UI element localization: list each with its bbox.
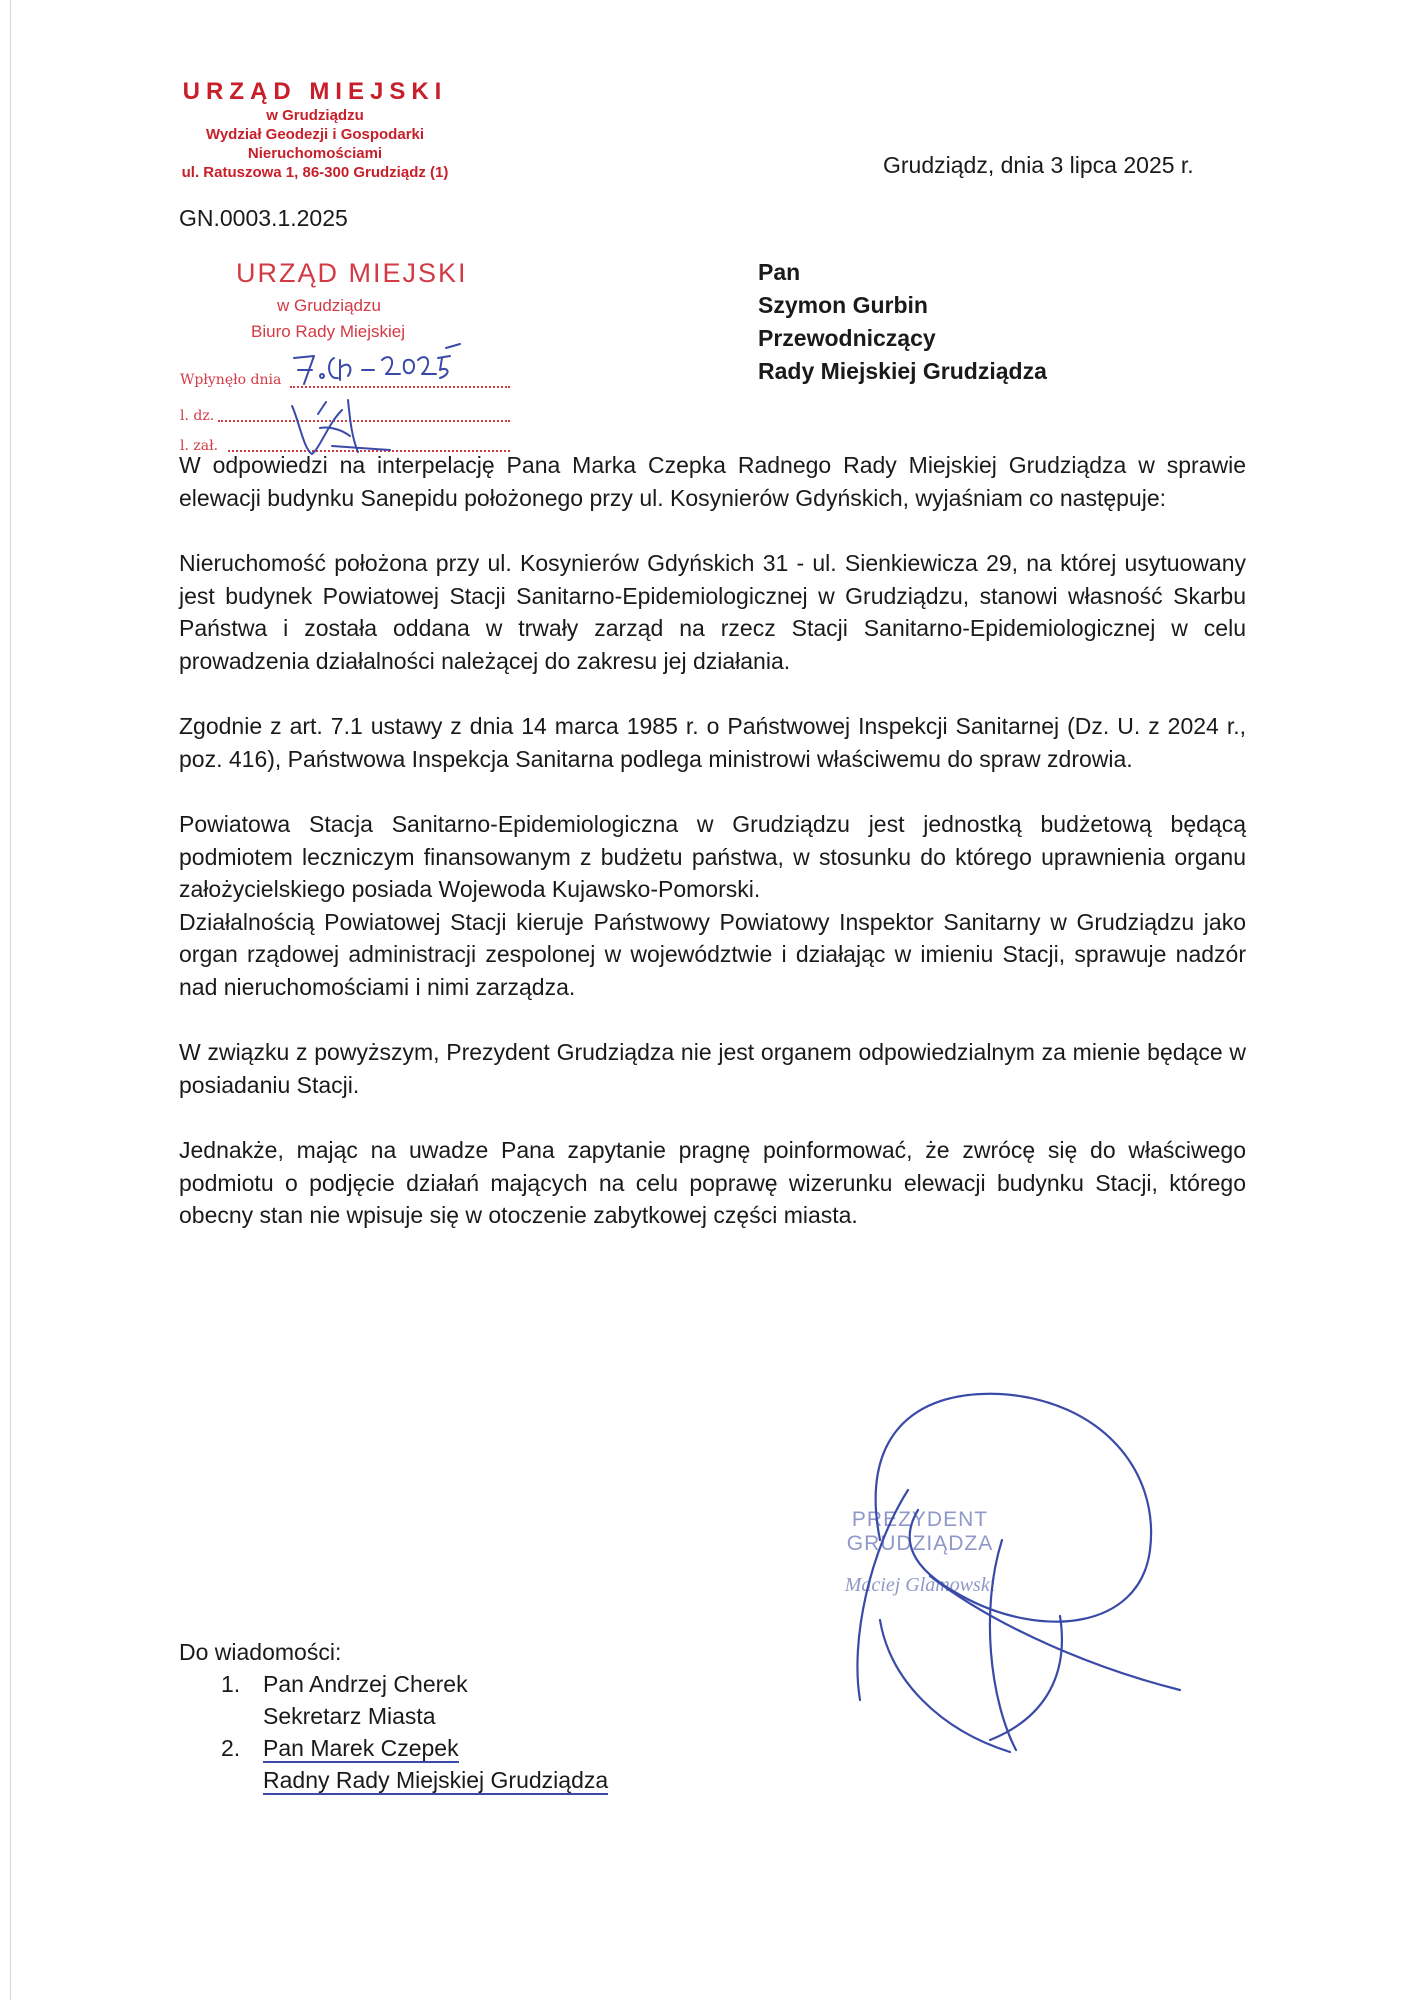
distribution-item (179, 1732, 608, 1796)
body-paragraph-4: Powiatowa Stacja Sanitarno-Epidemiologiczna w Grudziądzu jest jednostką budżetową będącą podmiotem leczniczym finansowanym z budżetu państwa, w stosunku do którego uprawnienia organu założycielskiego posiada Wojewoda Kujawsko-Pomorski. (179, 811, 1246, 902)
distribution-item (179, 1668, 608, 1732)
distribution-list (179, 1636, 608, 1796)
document-number: GN.0003.1.2025 (179, 205, 348, 231)
distribution-label: Do wiadomości: (179, 1639, 342, 1665)
reg-stamp-city: w Grudziądzu (277, 296, 381, 315)
body-paragraph-2: Nieruchomość położona przy ul. Kosynierów Gdyńskich 31 - ul. Sienkiewicza 29, na której usytuowany jest budynek Powiatowej Stacji Sanitarno-Epidemiologicznej w Grudziądzu, stanowi własność Skarbu Państwa i została oddana w trwały zarząd na rzecz Stacji Sanitarno-Epidemiologicznej w celu prowadzenia działalności należącej do zakresu jej działania. (179, 550, 1246, 674)
item-name: Pan Andrzej Cherek (263, 1671, 468, 1697)
recipient-name: Szymon Gurbin (758, 292, 928, 318)
signature-name: Maciej Glamowski (844, 1574, 996, 1596)
item-name: Pan Marek Czepek (263, 1735, 459, 1761)
stamp-title: URZĄD MIEJSKI (182, 78, 448, 105)
body-paragraph-5: Działalnością Powiatowej Stacji kieruje Państwowy Powiatowy Inspektor Sanitarny w Grudziądzu jako organ rządowej administracji zespolonej w województwie i działając w imieniu Stacji, sprawuje nadzór nad nieruchomościami i nimi zarządza. (179, 908, 1246, 1000)
recipient-position: Przewodniczący (758, 325, 936, 351)
recipient-block (758, 256, 1047, 388)
item-role: Radny Rady Miejskiej Grudziądza (263, 1767, 609, 1793)
stamp-address: ul. Ratuszowa 1, 86-300 Grudziądz (1) (181, 164, 449, 181)
body-paragraph-6: W związku z powyższym, Prezydent Grudziądza nie jest organem odpowiedzialnym za mienie będące w posiadaniu Stacji. (179, 1039, 1246, 1098)
page-edge-line (10, 0, 11, 2000)
letter-body (179, 449, 1246, 1265)
log-label: l. dz. (180, 408, 215, 424)
stamp-department-line2: Nieruchomościami (247, 145, 383, 162)
department-stamp (145, 78, 485, 182)
stamp-department-line1: Wydział Geodezji i Gospodarki (205, 126, 425, 143)
item-number: 1. (221, 1671, 241, 1697)
reg-stamp-office: Biuro Rady Miejskiej (251, 322, 405, 341)
stamp-city: w Grudziądzu (266, 107, 364, 124)
recipient-salutation: Pan (758, 259, 801, 285)
item-role: Sekretarz Miasta (263, 1703, 436, 1729)
recipient-body: Rady Miejskiej Grudziądza (758, 358, 1047, 384)
handwritten-signature (740, 1380, 1260, 1760)
body-paragraph-7: Jednakże, mając na uwadze Pana zapytanie pragnę poinformować, że zwrócę się do właściwego podmiotu o podjęcie działań mających na celu poprawę wizerunku elewacji budynku Stacji, którego obecny stan nie wpisuje się w otoczenie zabytkowej części miasta. (179, 1137, 1246, 1228)
body-paragraph-3: Zgodnie z art. 7.1 ustawy z dnia 14 marca 1985 r. o Państwowej Inspekcji Sanitarnej (Dz. U. z 2024 r., poz. 416), Państwowa Inspekcja Sanitarna podlega ministrowi właściwemu do spraw zdrowia. (179, 713, 1246, 772)
place-date: Grudziądz, dnia 3 lipca 2025 r. (883, 152, 1194, 178)
handwritten-date-and-initials (290, 340, 520, 460)
signature-office: PREZYDENT GRUDZIĄDZA (846, 1508, 994, 1555)
body-paragraph-1: W odpowiedzi na interpelację Pana Marka Czepka Radnego Rady Miejskiej Grudziądza w sprawie elewacji budynku Sanepidu położonego przy ul. Kosynierów Gdyńskich, wyjaśniam co następuje: (179, 452, 1246, 511)
item-number: 2. (221, 1735, 241, 1761)
attachments-label: l. zał. (180, 438, 219, 454)
reg-stamp-title: URZĄD MIEJSKI (236, 258, 468, 288)
received-label: Wpłynęło dnia (180, 372, 282, 388)
